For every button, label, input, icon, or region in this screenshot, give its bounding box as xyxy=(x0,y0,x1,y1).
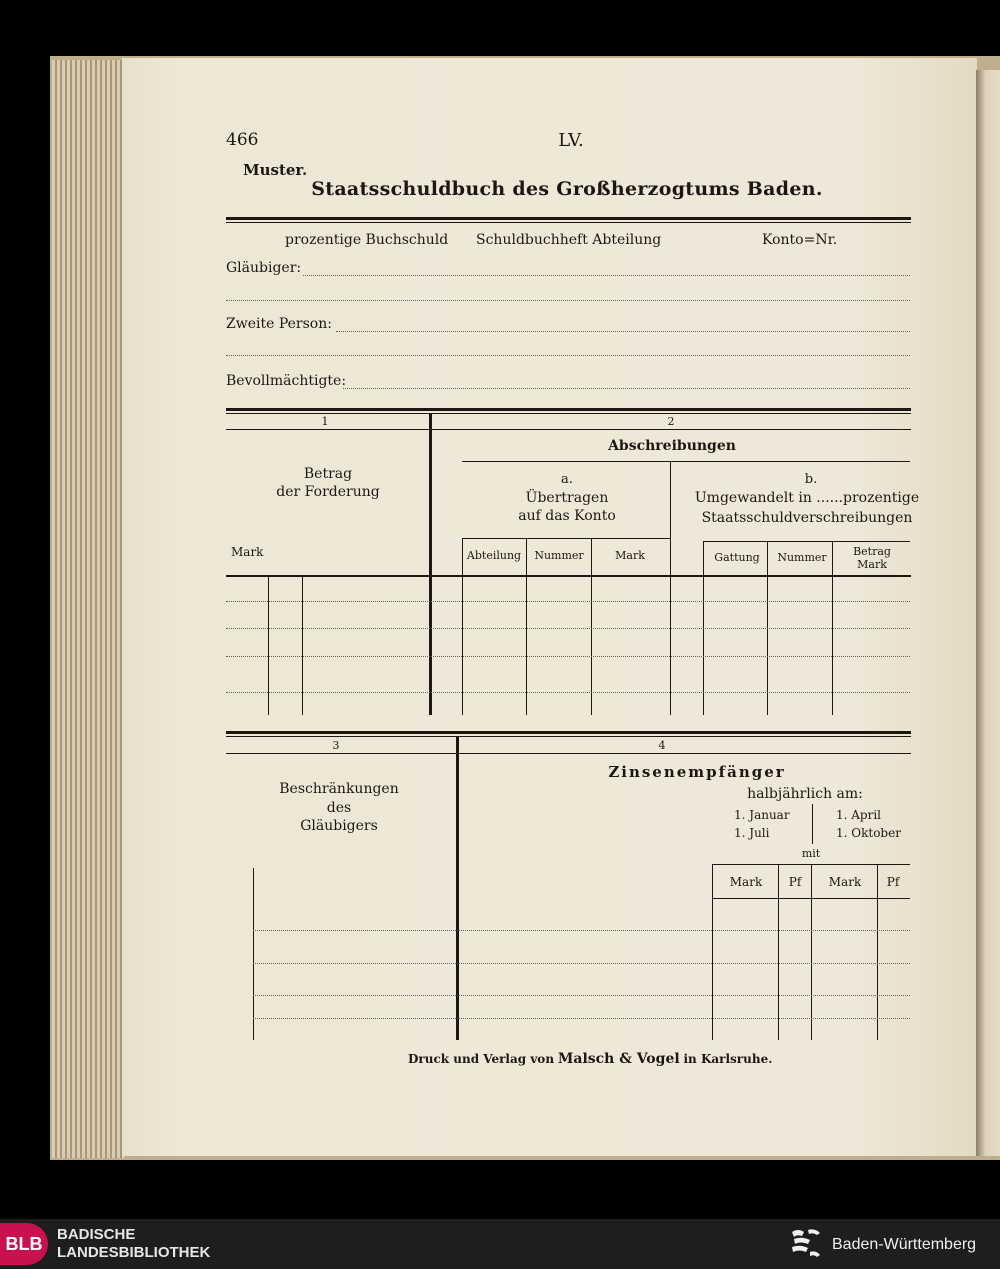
table1-top-rule-thick xyxy=(226,408,911,411)
imprint-post: in Karlsruhe. xyxy=(683,1052,773,1066)
zweite-person-label: Zweite Person: xyxy=(226,316,332,332)
zinsenempfaenger-heading: Zinsenempfänger xyxy=(608,763,786,781)
des-heading: des xyxy=(326,800,352,816)
bevollmaechtigte-label: Bevollmächtigte: xyxy=(226,373,347,389)
table1-number-rule xyxy=(226,429,911,430)
betrag-heading: Betrag xyxy=(303,466,353,482)
glaeubiger-line-2 xyxy=(226,300,910,301)
page-title: Staatsschuldbuch des Großherzogtums Baden. xyxy=(311,178,823,200)
table2-col4-number: 4 xyxy=(658,739,666,752)
table1-mark-heading: Mark xyxy=(231,545,264,559)
sub-heading-rule-a xyxy=(462,538,670,539)
state-name[interactable]: Baden-Württemberg xyxy=(832,1236,977,1253)
glaeubiger-label: Gläubiger: xyxy=(226,260,302,276)
t1-col-line xyxy=(302,575,303,715)
nummer-a-heading: Nummer xyxy=(534,549,584,562)
t2-col-line xyxy=(811,864,812,1040)
abschreibungen-heading: Abschreibungen xyxy=(608,438,736,454)
table1-header-bottom-rule xyxy=(226,575,911,577)
konto-heading: auf das Konto xyxy=(518,508,616,524)
oktober-label: 1. Oktober xyxy=(836,826,901,840)
t1-col-line xyxy=(462,538,463,715)
staatsschuld-heading: Staatsschuldverschreibungen xyxy=(701,510,913,526)
buchschuld-field: prozentige Buchschuld xyxy=(285,232,449,248)
konto-field: Konto=Nr. xyxy=(762,232,838,248)
mark2-heading: Mark xyxy=(828,875,862,889)
library-name-line2: LANDESBIBLIOTHEK xyxy=(57,1244,211,1261)
title-rule-thin xyxy=(226,222,911,223)
table1-divider-ab xyxy=(670,461,671,715)
t2-col-line xyxy=(877,864,878,1040)
t1-col-line xyxy=(591,538,592,715)
betrag-mark-heading-2: Mark xyxy=(857,558,887,571)
beschraenkungen-heading: Beschränkungen xyxy=(279,781,399,797)
abschreibungen-rule xyxy=(462,461,910,462)
t2-row-line xyxy=(253,1018,910,1019)
mark-a-heading: Mark xyxy=(615,549,645,562)
zweite-person-line xyxy=(336,331,910,332)
baden-wuerttemberg-lions-icon xyxy=(790,1226,822,1260)
gattung-heading: Gattung xyxy=(714,551,760,564)
imprint-pre: Druck und Verlag von xyxy=(408,1052,555,1066)
blb-logo[interactable]: BLB xyxy=(0,1223,48,1265)
t1-row-line xyxy=(226,628,910,629)
forderung-heading: der Forderung xyxy=(276,484,380,500)
t1-col-line xyxy=(526,538,527,715)
umgewandelt-heading: Umgewandelt in ......prozentige xyxy=(694,490,920,506)
glaeubiger-line xyxy=(303,275,910,276)
next-page-edge xyxy=(976,70,1000,1156)
t1-row-line xyxy=(226,656,910,657)
april-label: 1. April xyxy=(836,808,882,822)
sub-heading-rule-b xyxy=(703,541,910,542)
library-name[interactable] xyxy=(57,1226,210,1262)
mark1-heading: Mark xyxy=(729,875,763,889)
t2-row-line xyxy=(253,963,910,964)
abteilung-heading: Abteilung xyxy=(466,549,522,562)
uebertragen-heading: Übertragen xyxy=(525,490,609,506)
pf1-heading: Pf xyxy=(788,875,802,889)
library-name-line1: BADISCHE xyxy=(57,1226,136,1243)
table1-divider-main xyxy=(429,413,432,715)
t2-row-line xyxy=(253,930,910,931)
table2-top-rule-thick xyxy=(226,731,911,734)
table2-left-edge xyxy=(253,868,254,1040)
table1-top-rule-thin xyxy=(226,413,911,414)
title-rule-thick xyxy=(226,217,911,220)
pf2-heading: Pf xyxy=(886,875,900,889)
t1-row-line xyxy=(226,601,910,602)
betrag-mark-heading-1: Betrag xyxy=(853,545,891,558)
t2-row-line xyxy=(253,995,910,996)
januar-label: 1. Januar xyxy=(734,808,790,822)
bevollmaechtigte-line xyxy=(343,388,910,389)
table1-col1-number: 1 xyxy=(321,415,329,428)
imprint-line xyxy=(408,1051,772,1067)
page-edges xyxy=(52,60,126,1158)
heft-field: Schuldbuchheft Abteilung xyxy=(476,232,662,248)
t1-col-line xyxy=(268,575,269,715)
t2-col-line xyxy=(712,864,713,1040)
a-letter: a. xyxy=(561,472,573,487)
b-letter: b. xyxy=(804,472,818,487)
glaeubigers-heading: Gläubigers xyxy=(300,818,378,834)
page-number: 466 xyxy=(226,130,259,150)
t2-col-line xyxy=(778,864,779,1040)
halbjaehrlich-heading: halbjährlich am: xyxy=(747,786,863,802)
show-through-text xyxy=(225,110,229,126)
mit-label: mit xyxy=(801,847,821,860)
date-divider xyxy=(812,804,813,844)
juli-label: 1. Juli xyxy=(734,826,770,840)
t1-row-line xyxy=(226,692,910,693)
table2-col3-number: 3 xyxy=(332,739,340,752)
table1-col2-number: 2 xyxy=(667,415,675,428)
nummer-b-heading: Nummer xyxy=(777,551,827,564)
table2-number-rule xyxy=(226,753,911,754)
table2-top-rule-thin xyxy=(226,736,911,737)
section-number: LV. xyxy=(558,130,584,151)
imprint-publisher: Malsch & Vogel xyxy=(557,1051,680,1067)
muster-label: Muster. xyxy=(243,161,308,179)
zweite-person-line-2 xyxy=(226,355,910,356)
